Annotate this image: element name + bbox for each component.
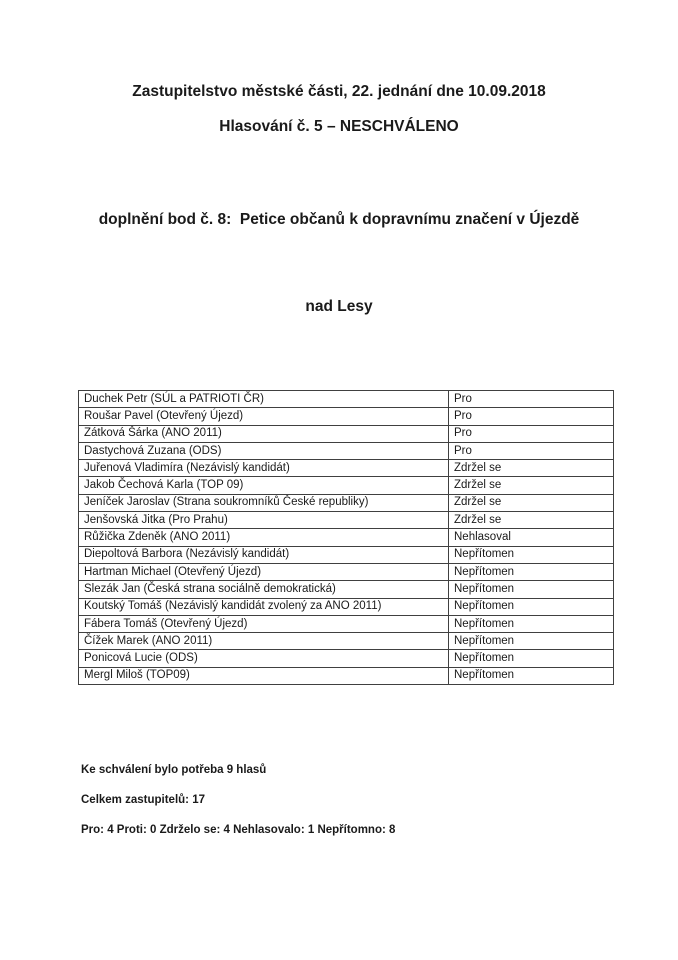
member-name-cell: Roušar Pavel (Otevřený Újezd)	[79, 408, 449, 425]
table-row	[79, 529, 614, 546]
vote-cell: Nepřítomen	[449, 615, 614, 632]
member-name-cell: Koutský Tomáš (Nezávislý kandidát zvolený za ANO 2011)	[79, 598, 449, 615]
member-name-cell: Diepoltová Barbora (Nezávislý kandidát)	[79, 546, 449, 563]
vote-cell: Zdržel se	[449, 512, 614, 529]
vote-cell: Pro	[449, 425, 614, 442]
vote-cell: Nepřítomen	[449, 650, 614, 667]
table-row	[79, 442, 614, 459]
member-name-cell: Ponicová Lucie (ODS)	[79, 650, 449, 667]
member-name-cell: Slezák Jan (Česká strana sociálně demokratická)	[79, 581, 449, 598]
required-votes-line: Ke schválení bylo potřeba 9 hlasů	[81, 764, 267, 777]
vote-cell: Pro	[449, 391, 614, 408]
member-name-cell: Fábera Tomáš (Otevřený Újezd)	[79, 615, 449, 632]
total-members-line: Celkem zastupitelů: 17	[81, 794, 205, 807]
table-row	[79, 563, 614, 580]
vote-result-title: Hlasování č. 5 – NESCHVÁLENO	[219, 118, 459, 135]
table-row	[79, 477, 614, 494]
table-row	[79, 598, 614, 615]
vote-cell: Nepřítomen	[449, 667, 614, 684]
member-name-cell: Dastychová Zuzana (ODS)	[79, 442, 449, 459]
table-row	[79, 650, 614, 667]
table-row	[79, 667, 614, 684]
member-name-cell: Jenšovská Jitka (Pro Prahu)	[79, 512, 449, 529]
member-name-cell: Duchek Petr (SÚL a PATRIOTI ČR)	[79, 391, 449, 408]
vote-subject-line1: doplnění bod č. 8: Petice občanů k dopravnímu značení v Újezdě	[98, 211, 580, 228]
table-row	[79, 581, 614, 598]
table-row	[79, 633, 614, 650]
member-name-cell: Hartman Michael (Otevřený Újezd)	[79, 563, 449, 580]
vote-cell: Zdržel se	[449, 460, 614, 477]
vote-summary	[81, 764, 678, 836]
vote-subject-line2: nad Lesy	[305, 298, 373, 315]
table-row	[79, 425, 614, 442]
vote-cell: Nepřítomen	[449, 598, 614, 615]
member-name-cell: Jeníček Jaroslav (Strana soukromníků České republiky)	[79, 494, 449, 511]
member-name-cell: Čížek Marek (ANO 2011)	[79, 633, 449, 650]
voting-table	[78, 390, 614, 685]
table-row	[79, 512, 614, 529]
vote-cell: Zdržel se	[449, 494, 614, 511]
vote-cell: Nepřítomen	[449, 563, 614, 580]
table-row	[79, 494, 614, 511]
vote-cell: Nehlasoval	[449, 529, 614, 546]
table-row	[79, 546, 614, 563]
vote-cell: Zdržel se	[449, 477, 614, 494]
member-name-cell: Mergl Miloš (TOP09)	[79, 667, 449, 684]
table-row	[79, 408, 614, 425]
vote-cell: Nepřítomen	[449, 633, 614, 650]
member-name-cell: Juřenová Vladimíra (Nezávislý kandidát)	[79, 460, 449, 477]
member-name-cell: Růžička Zdeněk (ANO 2011)	[79, 529, 449, 546]
member-name-cell: Zátková Šárka (ANO 2011)	[79, 425, 449, 442]
table-row	[79, 391, 614, 408]
vote-cell: Nepřítomen	[449, 546, 614, 563]
table-row	[79, 615, 614, 632]
member-name-cell: Jakob Čechová Karla (TOP 09)	[79, 477, 449, 494]
vote-cell: Pro	[449, 442, 614, 459]
vote-cell: Pro	[449, 408, 614, 425]
tally-line: Pro: 4 Proti: 0 Zdrželo se: 4 Nehlasovalo: 1 Nepřítomno: 8	[81, 824, 396, 837]
vote-subject	[0, 147, 678, 379]
meeting-title: Zastupitelstvo městské části, 22. jednání dne 10.09.2018	[132, 83, 546, 100]
vote-cell: Nepřítomen	[449, 581, 614, 598]
table-row	[79, 460, 614, 477]
